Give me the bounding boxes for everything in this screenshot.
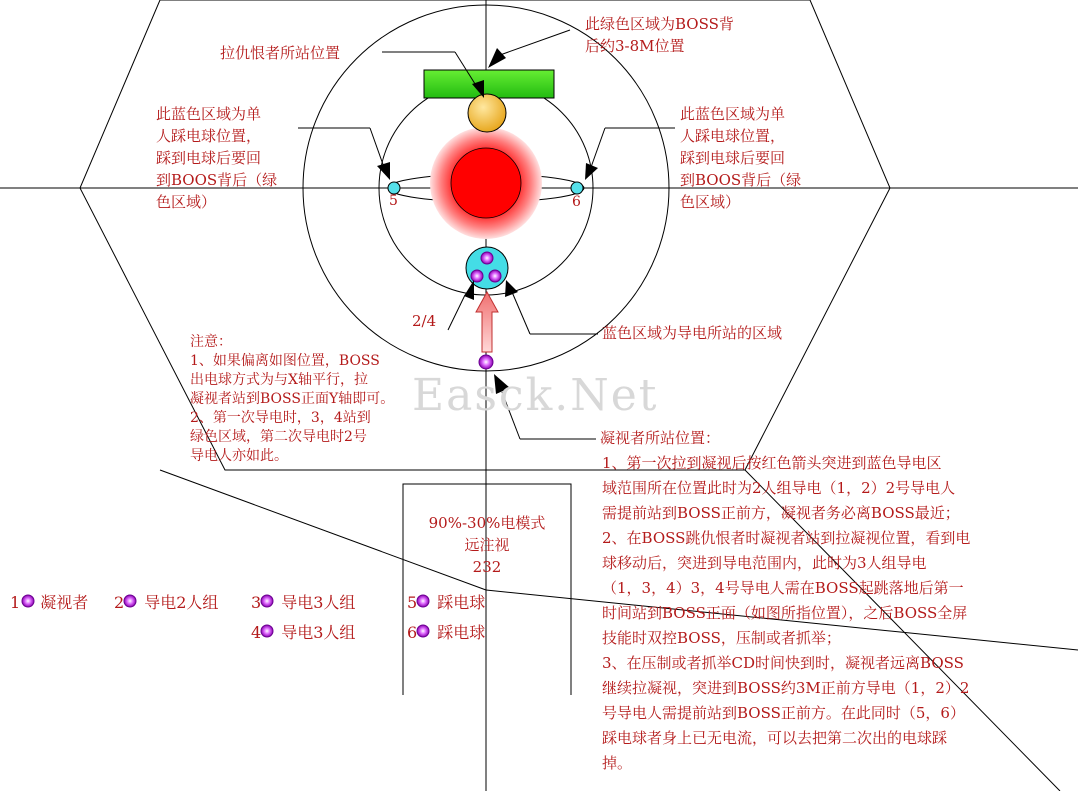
conduct-player-b bbox=[471, 270, 483, 282]
green-zone-label: 此绿色区域为BOSS背 后约3-8M位置 bbox=[585, 15, 734, 55]
conduct-player-c bbox=[489, 270, 501, 282]
legend-label: 导电3人组 bbox=[281, 623, 356, 642]
legend-num: 1 bbox=[10, 593, 21, 612]
gazer-marker bbox=[479, 355, 493, 369]
mode-box-text: 90%-30%电模式 远注视 232 bbox=[428, 514, 546, 576]
legend-num: 6 bbox=[407, 623, 418, 642]
legend-item-2 bbox=[114, 590, 218, 613]
legend-item-6 bbox=[407, 620, 485, 643]
taunt-position-label: 拉仇恨者所站位置 bbox=[220, 44, 341, 62]
right-blue-orb-zone bbox=[571, 182, 583, 194]
notes-block: 注意： 1、如果偏离如图位置，BOSS 出电球方式为与X轴平行，拉 凝视者站到BOSS正面Y轴即可。 2、第一次导电时，3，4站到 绿色区域，第二次导电时2号 导电人亦如此。 bbox=[190, 334, 395, 464]
conduct-zone-label: 蓝色区域为导电所站的区域 bbox=[602, 324, 783, 342]
legend-label: 凝视者 bbox=[40, 593, 89, 612]
legend-label: 导电2人组 bbox=[144, 593, 219, 612]
boss-core bbox=[451, 148, 521, 218]
legend-item-1 bbox=[10, 590, 88, 613]
right-blue-zone-label: 此蓝色区域为单 人踩电球位置， 踩到电球后要回 到BOOS背后（绿 色区域） bbox=[680, 105, 802, 211]
leader-green bbox=[488, 30, 570, 68]
taunt-position-marker bbox=[468, 94, 506, 132]
zone-number-5: 5 bbox=[389, 193, 398, 209]
legend-item-4 bbox=[251, 620, 355, 643]
conduct-player-a bbox=[481, 252, 493, 264]
legend-num: 2 bbox=[114, 593, 125, 612]
legend-num: 4 bbox=[251, 623, 262, 642]
legend-num: 5 bbox=[407, 593, 418, 612]
gazer-title: 凝视者所站位置： bbox=[600, 429, 721, 447]
legend-label: 踩电球 bbox=[437, 623, 486, 642]
leader-24 bbox=[448, 280, 474, 330]
legend-label: 踩电球 bbox=[437, 593, 486, 612]
gazer-instructions: 1、第一次拉到凝视后按红色箭头突进到蓝色导电区 域范围所在位置此时为2人组导电（1，2）2号导电人 需提前站到BOSS正前方，凝视者务必离BOSS最近； 2、在BOSS跳仇恨者时凝视者站到拉凝视位置，看到电 球移动后，突进到导电范围内，此时为3人组导电 （1，3，4）3，4号导电人需在BOSS起跳落地后第一 时间站到BOSS正面（如图所指位置），之后BOSS全屏 技能时双控BOSS，压制或者抓举； 3、在压制或者抓举CD时间快到时，凝视者远离BOSS 继续拉凝视，突进到BOSS约3M正前方导电（1，2）2 号导电人需提前站到BOSS正前方。在此同时（5，6） 踩电球者身上已无电流，可以去把第二次出的电球踩 掉。 bbox=[602, 454, 971, 772]
leader-left-blue bbox=[298, 128, 390, 180]
dash-arrow bbox=[476, 292, 498, 352]
watermark: Easck.Net bbox=[412, 370, 659, 421]
legend-label: 导电3人组 bbox=[281, 593, 356, 612]
zone-number-6: 6 bbox=[572, 194, 581, 210]
left-blue-zone-label: 此蓝色区域为单 人踩电球位置， 踩到电球后要回 到BOOS背后（绿 色区域） bbox=[156, 105, 278, 211]
legend-num: 3 bbox=[251, 593, 262, 612]
legend-item-3 bbox=[251, 590, 355, 613]
leader-conduct bbox=[505, 280, 598, 334]
zone-number-24: 2/4 bbox=[412, 312, 437, 330]
legend-item-5 bbox=[407, 590, 485, 613]
